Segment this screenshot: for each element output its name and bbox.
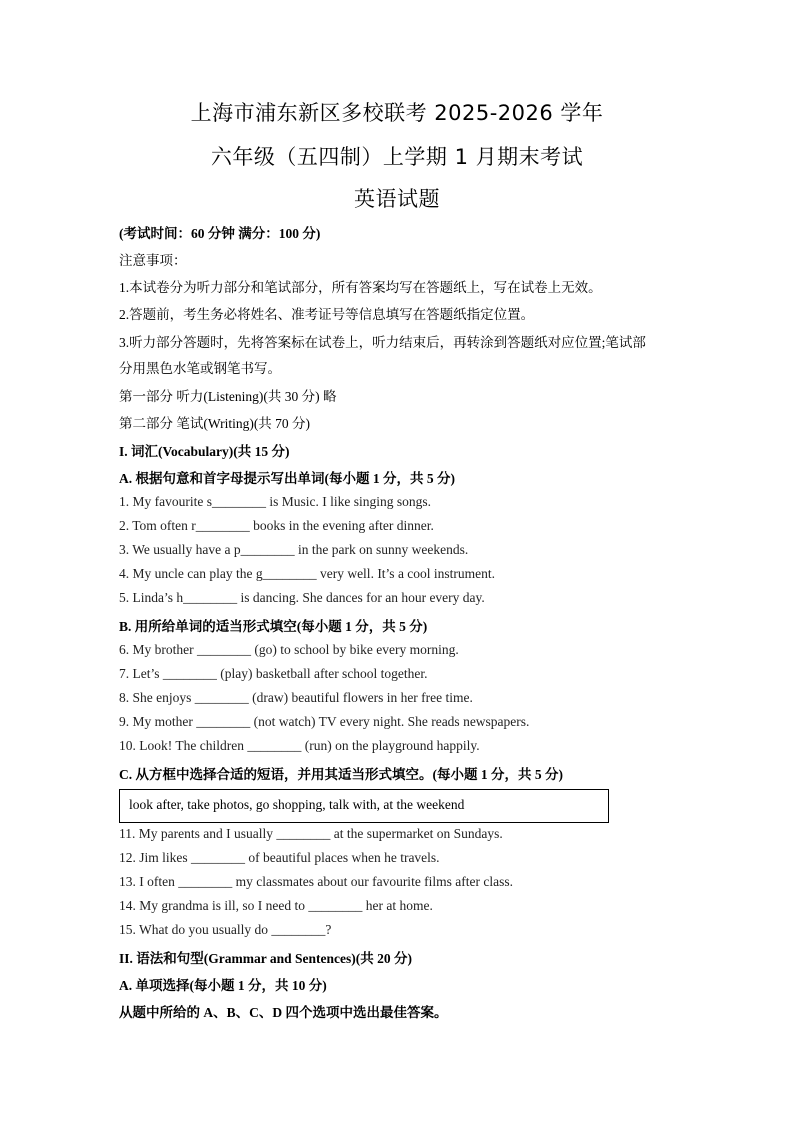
question-item: 1. My favourite s________ is Music. I like singing songs. <box>119 494 431 509</box>
question-item: 7. Let’s ________ (play) basketball after school together. <box>119 666 428 681</box>
phrase-box-text: look after, take photos, go shopping, talk with, at the weekend <box>129 797 465 812</box>
question-item: 5. Linda’s h________ is dancing. She dances for an hour every day. <box>119 590 485 605</box>
question-item: 8. She enjoys ________ (draw) beautiful flowers in her free time. <box>119 690 473 705</box>
note-2: 2.答题前，考生务必将姓名、准考证号等信息填写在答题纸指定位置。 <box>119 307 535 322</box>
question-item: 14. My grandma is ill, so I need to ________ her at home. <box>119 898 433 913</box>
note-1: 1.本试卷分为听力部分和笔试部分，所有答案均写在答题纸上，写在试卷上无效。 <box>119 280 602 295</box>
question-item: 10. Look! The children ________ (run) on the playground happily. <box>119 738 480 753</box>
exam-title-line2: 六年级（五四制）上学期 1 月期末考试 <box>210 145 584 169</box>
notes-title: 注意事项： <box>119 253 187 268</box>
question-item: 11. My parents and I usually ________ at the supermarket on Sundays. <box>119 826 503 841</box>
note-3b: 分用黑色水笔或钢笔书写。 <box>119 361 281 376</box>
section-2-title: II. 语法和句型(Grammar and Sentences)(共 20 分) <box>119 951 412 966</box>
question-item: 13. I often ________ my classmates about our favourite films after class. <box>119 874 514 889</box>
part-1-heading: 第一部分 听力(Listening)(共 30 分) 略 <box>119 389 337 404</box>
question-item: 12. Jim likes ________ of beautiful places when he travels. <box>119 850 440 865</box>
question-item: 4. My uncle can play the g________ very well. It’s a cool instrument. <box>119 566 496 581</box>
question-item: 2. Tom often r________ books in the evening after dinner. <box>119 518 434 533</box>
question-item: 3. We usually have a p________ in the park on sunny weekends. <box>119 542 469 557</box>
exam-title-line1: 上海市浦东新区多校联考 2025-2026 学年 <box>190 101 604 125</box>
section-1b-heading: B. 用所给单词的适当形式填空(每小题 1 分，共 5 分) <box>119 619 428 634</box>
exam-time-info: (考试时间：60 分钟 满分：100 分) <box>119 226 321 241</box>
section-2a-heading: A. 单项选择(每小题 1 分，共 10 分) <box>119 978 327 993</box>
exam-title-line3: 英语试题 <box>354 187 440 211</box>
section-2a-instruction: 从题中所给的 A、B、C、D 四个选项中选出最佳答案。 <box>119 1005 448 1020</box>
note-3a: 3.听力部分答题时，先将答案标在试卷上，听力结束后，再转涂到答题纸对应位置;笔试部 <box>119 335 646 350</box>
section-1a-heading: A. 根据句意和首字母提示写出单词(每小题 1 分，共 5 分) <box>119 471 455 486</box>
phrase-box <box>119 789 609 823</box>
question-item: 6. My brother ________ (go) to school by bike every morning. <box>119 642 459 657</box>
section-1c-heading: C. 从方框中选择合适的短语，并用其适当形式填空。(每小题 1 分，共 5 分) <box>119 767 563 782</box>
section-1-title: I. 词汇(Vocabulary)(共 15 分) <box>119 444 290 459</box>
question-item: 15. What do you usually do ________? <box>119 922 332 937</box>
part-2-heading: 第二部分 笔试(Writing)(共 70 分) <box>119 416 311 431</box>
question-item: 9. My mother ________ (not watch) TV every night. She reads newspapers. <box>119 714 530 729</box>
